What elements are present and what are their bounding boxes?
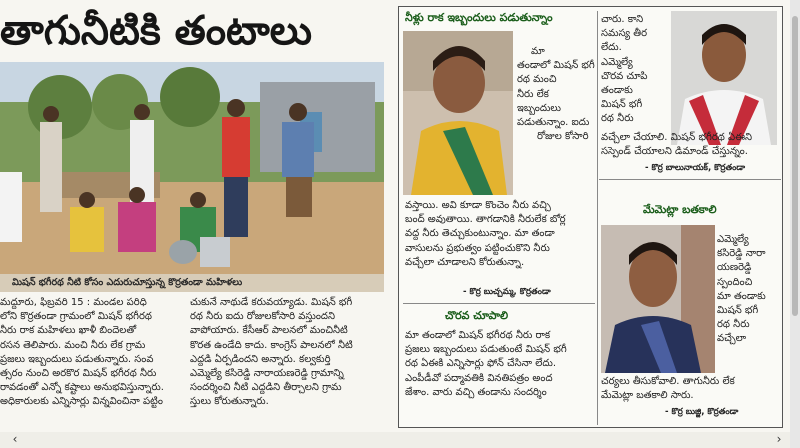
article-line: నీరు రాక మహిళలు ఖాళీ బిందెలతో <box>0 325 137 337</box>
quote-line: లేదు. <box>601 42 622 54</box>
quote-line: వచ్చేలా చూడాలని కోరుతున్నా. <box>405 256 525 268</box>
article-column-2 <box>190 296 384 430</box>
article-line: సందర్శించి నీటి ఎద్దడిని తీర్చాలని గ్రామ <box>190 382 342 394</box>
quote-line: వచ్చేలా చేయాలి. మిషన్ భగీరథ ఏఈని <box>601 132 753 143</box>
article-line: లోని కొర్రతండా గ్రామంలో మిషన్ భగీరథ <box>0 311 152 323</box>
portrait-balunayak <box>671 11 777 145</box>
quote-line: మా <box>531 46 545 57</box>
quote-line: రథ నీరు <box>601 113 634 125</box>
portrait-bujji <box>601 225 715 373</box>
quote-line: ప్రజలు ఇబ్బందులు పడుతుంటే మిషన్ భగీ <box>405 344 567 356</box>
byline-4: - కొర్ర బుజ్జి, కొర్రతండా <box>665 407 739 417</box>
quote-line: రథ ఏఈకి ఎన్నిసార్లు ఫోన్ చేసినా లేదు. <box>405 358 557 370</box>
article-line: ఎమ్మెల్యే కసిరెడ్డి నారాయణరెడ్డి గ్రామాన్ని <box>190 368 344 380</box>
section-divider <box>403 303 595 304</box>
quote-title-1: నీళ్లు రాక ఇబ్బందులు పడుతున్నాం <box>405 11 553 24</box>
article-line: ఎద్దడి ఏర్పడిందని అన్నారు. కల్వకుర్తి <box>190 353 331 365</box>
quote-line: మిషన్ భగీ <box>601 99 643 111</box>
quote-line: జేశాం. వారు వచ్చి తండాను సందర్శిం <box>405 386 547 398</box>
byline-1: - కొర్ర బుచ్చమ్మ, కొర్రతండా <box>463 287 551 297</box>
article-line: రావడంతో ఎన్నో కష్టాలు అనుభవిస్తున్నారు. <box>0 382 164 394</box>
quote-line: మా తండాలో మిషన్ భగీరథ నీరు రాక <box>405 330 551 341</box>
horizontal-scrollbar[interactable] <box>0 432 790 448</box>
quote-3-narrow <box>601 13 669 129</box>
quote-line: పడుతున్నాం. ఐదు <box>517 117 590 129</box>
quotes-box <box>398 6 783 428</box>
quote-line: వస్తాయి. అవి కూడా కొంచెం నీరు వచ్చి <box>405 200 551 211</box>
article-line: వాపోయారు. కేసీఆర్ పాలనలో మంచినీటి <box>190 325 348 337</box>
article-line: ప్రజలు ఇబ్బందులు పడుతున్నారు. సంవ <box>0 353 154 365</box>
quote-line: మిషన్ భగీ <box>717 305 759 317</box>
quote-line: కసిరెడ్డి నారా <box>717 248 766 260</box>
scroll-right-icon[interactable]: › <box>776 432 782 446</box>
quote-line: చారు. కాని <box>601 14 644 25</box>
quote-line: రథ నీరు <box>717 319 750 331</box>
quote-line: సస్పెండ్ చేయాలని డిమాండ్ చేస్తున్నం. <box>601 146 748 158</box>
quote-line: రథ మంచి <box>517 74 557 86</box>
column-divider <box>597 11 598 425</box>
quote-title-4: మేమెట్లా బతకాలి <box>643 203 717 216</box>
quote-line: బంద్ అవుతాయి. తాగడానికి నీరులేక బోర్ల <box>405 214 566 226</box>
quote-line: వాసులను ప్రభుత్వం పట్టించుకొని నీరు <box>405 242 550 254</box>
quote-line: చర్యలు తీసుకోవాలి. తాగునీరు లేక <box>601 376 735 387</box>
quote-line: ఎమ్మెల్యే <box>601 56 633 68</box>
article-line: స్తులు కోరుతున్నారు. <box>190 396 269 408</box>
quote-title-2: చొరవ చూపాలి <box>445 309 509 322</box>
quote-line: మా తండాకు <box>717 290 766 302</box>
quote-line: వచ్చేలా <box>717 333 747 345</box>
quote-line: ఇబ్బందులు <box>517 102 561 114</box>
quote-line: తండాలో మిషన్ భగీ <box>517 60 595 72</box>
quote-line: వద్ద నీరు తెచ్చుకుంటున్నాం. మా తండా <box>405 228 555 240</box>
quote-line: చొరవ చూపి <box>601 70 648 82</box>
article-line: కొరత ఉండేది కాదు. కాంగ్రెస్ పాలనలో నీటి <box>190 339 353 351</box>
scrollbar-thumb[interactable] <box>792 16 798 316</box>
article-line: అధికారులకు ఎన్నిసార్లు విన్నవించినా పట్టిం <box>0 396 163 408</box>
quote-4-narrow <box>717 233 781 351</box>
quote-2-text <box>405 329 595 405</box>
quote-line: స్పందించి <box>717 276 753 288</box>
article-line: త్సరం నుంచి అరకొర మిషన్ భగీరథ నీరు <box>0 368 157 380</box>
byline-3: - కొర్ర బాలునాయక్, కొర్రతండా <box>645 163 746 173</box>
main-photo <box>0 62 384 274</box>
quote-3-wide <box>601 131 781 161</box>
scroll-left-icon[interactable]: ‹ <box>12 432 18 446</box>
quote-1-wide <box>405 199 595 273</box>
quote-line: ఎంపీడీవో పద్మావతికి వినతిపత్రం అంద <box>405 372 553 384</box>
article-line: రథ నీరు ఐదు రోజులకోసారి వస్తుందని <box>190 311 336 323</box>
quote-line: సమస్య తీర <box>601 28 648 40</box>
article-column-1 <box>0 296 180 430</box>
article-headline: తాగునీటికి తంటాలు <box>0 8 312 54</box>
quote-line: ఎమ్మెల్యే <box>717 234 749 245</box>
section-divider <box>599 179 781 180</box>
article-line: చుకునే నాథుడే కరువయ్యాడు. మిషన్ భగీ <box>190 297 353 308</box>
portrait-buchchamma <box>403 31 513 195</box>
quote-line: మేమెట్లా బతకాలి సారు. <box>601 390 694 402</box>
article-line: మద్దూరు, ఫిబ్రవరి 15 : మండల పరిధి <box>0 297 147 308</box>
quote-line: తండాకు <box>601 85 633 97</box>
quote-line: రోజుల కోసారి <box>537 131 589 143</box>
article-line: రసన తెలిపారు. మంచి నీరు లేక గ్రామ <box>0 339 146 351</box>
quote-line: యణరెడ్డి <box>717 262 752 274</box>
photo-caption: మిషన్ భగీరథ నీటి కోసం ఎదురుచూస్తున్న కొర్రతండా మహిళలు <box>0 274 384 292</box>
quote-4-wide <box>601 375 781 405</box>
quote-line: నీరు లేక <box>517 88 549 100</box>
